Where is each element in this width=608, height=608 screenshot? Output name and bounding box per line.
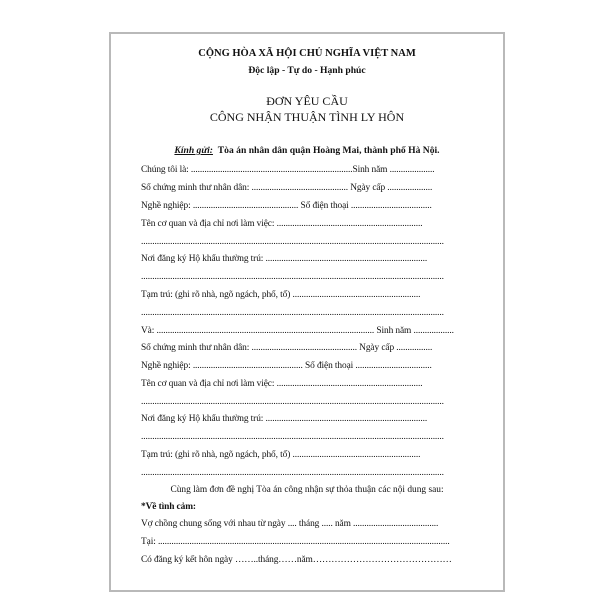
- document-title-line1: ĐƠN YÊU CẦU: [266, 94, 348, 108]
- recipient-label: Kính gửi:: [174, 145, 213, 156]
- form-line: Chúng tôi là: ........................................................................Sinh năm ....................: [141, 165, 435, 175]
- form-line: Và: ................................................................................................. Sinh năm ..................: [141, 326, 454, 336]
- recipient-value: Tòa án nhân dân quận Hoàng Mai, thành phố Hà Nội.: [217, 145, 440, 156]
- form-line: .......................................................................................................................................: [141, 272, 444, 282]
- form-line: Nghề nghiệp: ................................................. Số điện thoại ..................................: [141, 361, 432, 371]
- form-line: .......................................................................................................................................: [141, 468, 444, 478]
- form-line: .......................................................................................................................................: [141, 397, 444, 407]
- form-line: Nơi đăng ký Hộ khẩu thường trú: ........................................................................: [141, 254, 428, 264]
- motto: Độc lập - Tự do - Hạnh phúc: [248, 65, 366, 76]
- form-line: Tạm trú: (ghi rõ nhà, ngõ ngách, phố, tổ) .........................................................: [141, 290, 421, 300]
- form-line: Tạm trú: (ghi rõ nhà, ngõ ngách, phố, tổ) .........................................................: [141, 450, 421, 460]
- document-page: [109, 32, 505, 592]
- section-line: Có đăng ký kết hôn ngày ……..tháng……năm………………………………………: [141, 555, 452, 565]
- form-line: Nơi đăng ký Hộ khẩu thường trú: ........................................................................: [141, 414, 428, 424]
- form-line: .......................................................................................................................................: [141, 432, 444, 442]
- form-line: Tên cơ quan và địa chỉ nơi làm việc: .................................................................: [141, 219, 423, 229]
- document-title-line2: CÔNG NHẬN THUẬN TÌNH LY HÔN: [209, 110, 405, 124]
- recipient-line: [111, 145, 503, 156]
- form-line: Số chứng minh thư nhân dân: ............................................... Ngày cấp ................: [141, 343, 433, 353]
- section-line: Vợ chồng chung sống với nhau từ ngày .... tháng ..... năm ......................................: [141, 519, 439, 529]
- form-line: .......................................................................................................................................: [141, 237, 444, 247]
- form-line: Tên cơ quan và địa chỉ nơi làm việc: .................................................................: [141, 379, 423, 389]
- section-line: Tại: ..................................................................................................................................: [141, 537, 450, 547]
- form-line: Số chứng minh thư nhân dân: ........................................... Ngày cấp ....................: [141, 183, 433, 193]
- country-header: CỘNG HÒA XÃ HỘI CHỦ NGHĨA VIỆT NAM: [198, 48, 416, 59]
- request-intro: Cùng làm đơn đề nghị Tòa án công nhận sự thỏa thuận các nội dung sau:: [170, 485, 444, 495]
- form-line: .......................................................................................................................................: [141, 308, 444, 318]
- form-line: Nghề nghiệp: ............................................... Số điện thoại ....................................: [141, 201, 432, 211]
- section-heading: *Về tình cảm:: [141, 502, 196, 512]
